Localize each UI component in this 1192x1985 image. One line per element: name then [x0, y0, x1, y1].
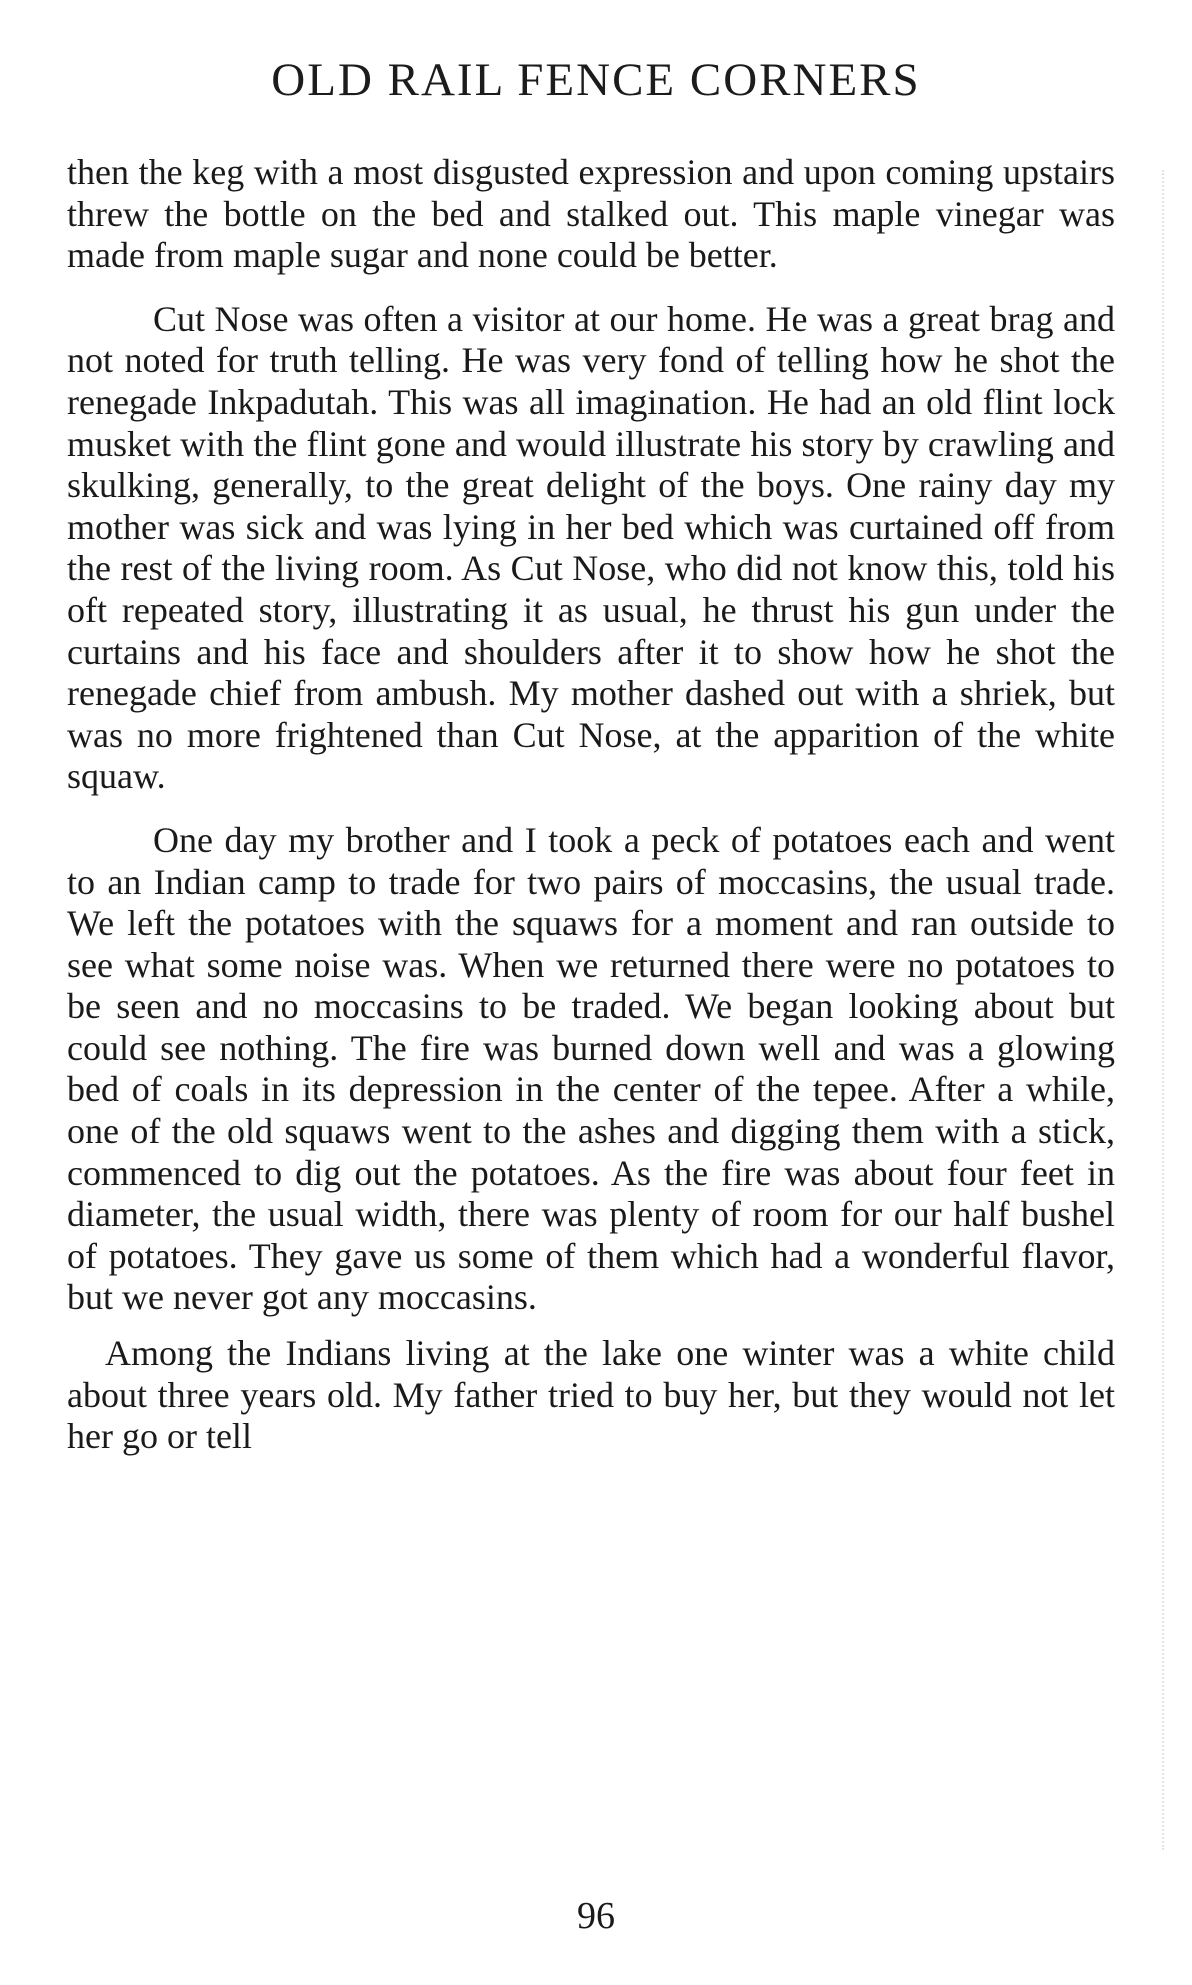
paragraph-continued: then the keg with a most disgusted expression and upon coming upstairs threw the bottle on the bed and stalked out. This maple vinegar was made from maple sugar and none could be better.: [67, 152, 1115, 276]
page-body: [67, 152, 1115, 1458]
paragraph-white-child: Among the Indians living at the lake one winter was a white child about three years old. My father tried to buy her, but they would not let her go or tell: [67, 1333, 1115, 1457]
page-number: 96: [577, 1895, 615, 1937]
page-edge-speckle: [1162, 170, 1170, 1850]
paragraph-potatoes: One day my brother and I took a peck of potatoes each and went to an Indian camp to trade for two pairs of moccasins, the usual trade. We left the potatoes with the squaws for a moment and ran outside to see what some noise was. When we returned there were no potatoes to be seen and no moccasins to be traded. We began looking about but could see nothing. The fire was burned down well and was a glowing bed of coals in its depression in the center of the tepee. After a while, one of the old squaws went to the ashes and digging them with a stick, commenced to dig out the potatoes. As the fire was about four feet in diameter, the usual width, there was plenty of room for our half bushel of potatoes. They gave us some of them which had a wonderful flavor, but we never got any moccasins.: [67, 819, 1115, 1318]
running-title: OLD RAIL FENCE CORNERS: [271, 54, 921, 106]
paragraph-cut-nose: Cut Nose was often a visitor at our home. He was a great brag and not noted for truth telling. He was very fond of telling how he shot the renegade Inkpadutah. This was all imagination. He had an old flint lock musket with the flint gone and would illustrate his story by crawling and skulking, generally, to the great delight of the boys. One rainy day my mother was sick and was lying in her bed which was curtained off from the rest of the living room. As Cut Nose, who did not know this, told his oft repeated story, illustrating it as usual, he thrust his gun under the curtains and his face and shoulders after it to show how he shot the renegade chief from ambush. My mother dashed out with a shriek, but was no more frightened than Cut Nose, at the apparition of the white squaw.: [67, 298, 1115, 797]
